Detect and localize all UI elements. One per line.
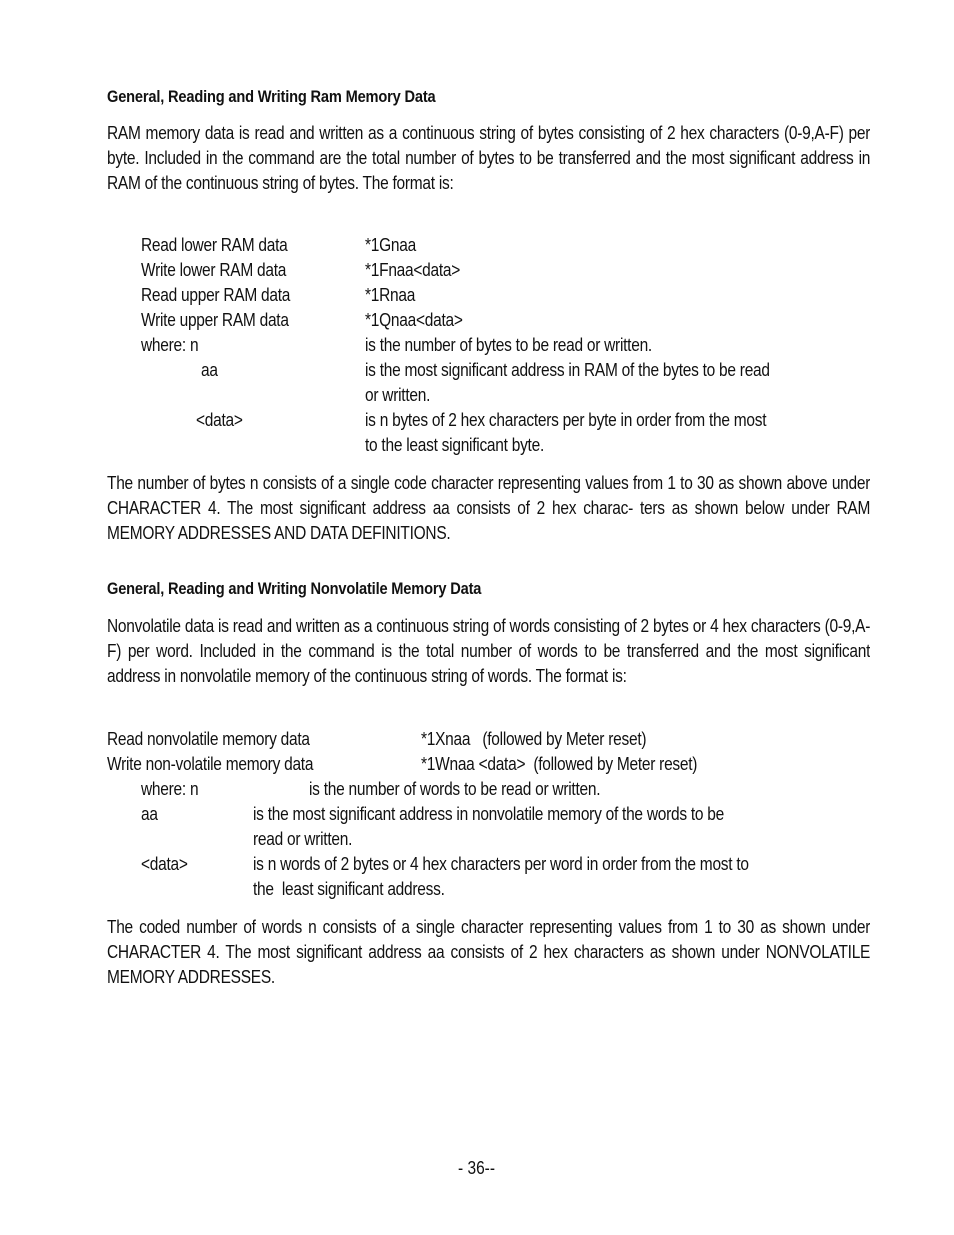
command-label: Write non-volatile memory data <box>107 754 314 774</box>
where-term: where: n <box>141 335 199 355</box>
command-code: *1Xnaa (followed by Meter reset) <box>421 729 647 749</box>
nonvolatile-outro-paragraph: The coded number of words n consists of a single character representing values from 1 to 30 as shown under CHARACTER 4. The most significant address aa consists of 2 hex characters as shown under NONVOLATILE MEMORY ADDRESSES. <box>107 917 870 987</box>
document-page <box>107 84 870 990</box>
where-row <box>107 777 870 802</box>
command-label: Read lower RAM data <box>141 235 288 255</box>
where-term: aa <box>141 804 158 824</box>
where-desc: is the number of words to be read or written. <box>309 779 601 799</box>
command-label: Write lower RAM data <box>141 260 287 280</box>
where-row-cont <box>107 433 870 458</box>
command-row <box>107 308 870 333</box>
command-label: Write upper RAM data <box>141 310 289 330</box>
command-row <box>107 233 870 258</box>
command-row <box>107 258 870 283</box>
where-row-cont <box>107 827 870 852</box>
command-code: *1Wnaa <data> (followed by Meter reset) <box>421 754 698 774</box>
command-row <box>107 727 870 752</box>
where-row <box>107 408 870 433</box>
nonvolatile-intro-paragraph: Nonvolatile data is read and written as a continuous string of words consisting of 2 bytes or 4 hex characters (0-9,A-F) per word. Included in the command is the total number of words to be transferred and the most significant address in nonvolatile memory of the continuous string of words. The format is: <box>107 616 870 686</box>
command-code: *1Gnaa <box>365 235 416 255</box>
where-desc: is the most significant address in nonvolatile memory of the words to be <box>253 804 725 824</box>
command-row <box>107 752 870 777</box>
where-desc: or written. <box>365 385 431 405</box>
where-term: aa <box>201 360 218 380</box>
where-term: <data> <box>196 410 243 430</box>
where-row <box>107 802 870 827</box>
page-number <box>0 1156 954 1181</box>
where-desc: is the number of bytes to be read or written. <box>365 335 652 355</box>
command-code: *1Fnaa<data> <box>365 260 461 280</box>
where-row <box>107 358 870 383</box>
where-term: where: n <box>141 779 199 799</box>
where-row-cont <box>107 877 870 902</box>
command-label: Read upper RAM data <box>141 285 291 305</box>
where-desc: is n words of 2 bytes or 4 hex characters per word in order from the most to <box>253 854 749 874</box>
ram-command-list <box>107 233 870 458</box>
section-heading-ram: General, Reading and Writing Ram Memory Data <box>107 87 436 106</box>
command-code: *1Qnaa<data> <box>365 310 463 330</box>
ram-outro-paragraph: The number of bytes n consists of a single code character representing values from 1 to 30 as shown above under CHARACTER 4. The most significant address aa consists of 2 hex charac- ters as shown below under RAM MEMORY ADDRESSES AND DATA DEFINITIONS. <box>107 473 870 543</box>
where-desc: to the least significant byte. <box>365 435 545 455</box>
where-row-cont <box>107 383 870 408</box>
ram-intro-paragraph: RAM memory data is read and written as a continuous string of bytes consisting of 2 hex characters (0-9,A-F) per byte. Included in the command are the total number of bytes to be transferred and the most significant address in RAM of the continuous string of bytes. The format is: <box>107 123 870 193</box>
where-desc: the least significant address. <box>253 879 445 899</box>
where-desc: read or written. <box>253 829 353 849</box>
where-term: <data> <box>141 854 188 874</box>
command-label: Read nonvolatile memory data <box>107 729 310 749</box>
where-row <box>107 333 870 358</box>
section-heading-nonvolatile: General, Reading and Writing Nonvolatile Memory Data <box>107 579 482 598</box>
page-number-text: - 36-- <box>458 1158 496 1178</box>
where-row <box>107 852 870 877</box>
nonvolatile-command-list <box>107 727 870 902</box>
where-desc: is the most significant address in RAM of the bytes to be read <box>365 360 770 380</box>
command-code: *1Rnaa <box>365 285 416 305</box>
command-row <box>107 283 870 308</box>
where-desc: is n bytes of 2 hex characters per byte in order from the most <box>365 410 767 430</box>
